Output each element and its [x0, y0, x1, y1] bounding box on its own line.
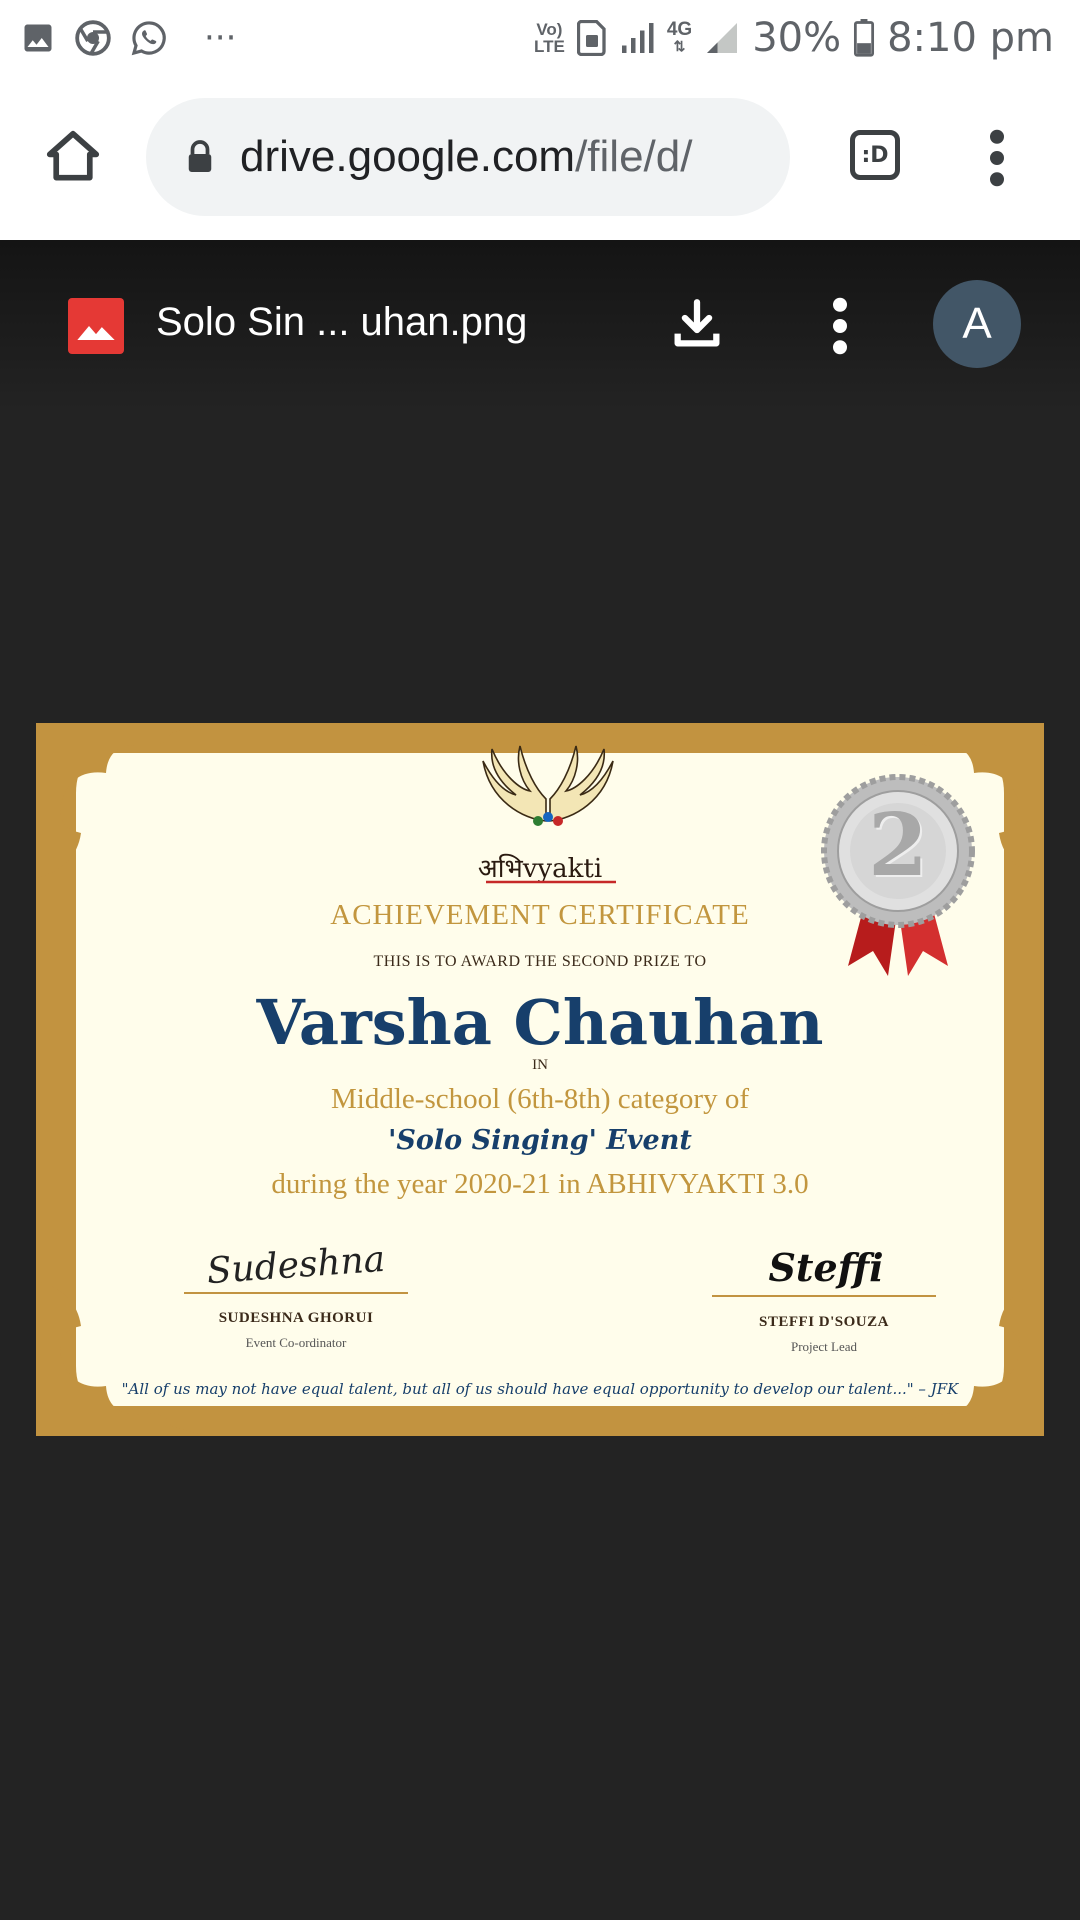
medal-number: 2 [868, 795, 928, 896]
signatory-right-name: STEFFI D'SOUZA [759, 1314, 889, 1330]
download-icon[interactable] [668, 294, 726, 354]
file-name: Solo Sin ... uhan.png [156, 300, 528, 344]
in-word: IN [532, 1057, 548, 1073]
category-line: Middle-school (6th-8th) category of [331, 1083, 749, 1115]
browser-menu-icon[interactable] [985, 128, 1009, 188]
whatsapp-notification-icon [130, 19, 168, 57]
signatory-right [712, 1314, 936, 1355]
clock: 8:10 pm [887, 15, 1054, 61]
signatory-left-name: SUDESHNA GHORUI [218, 1310, 374, 1326]
signature-sudeshna: Sudeshna [205, 1238, 387, 1293]
volte-top-label: Vo) [536, 20, 563, 39]
file-viewer-header [0, 240, 1080, 410]
home-icon[interactable] [42, 126, 104, 188]
lock-icon [182, 137, 218, 177]
network-type-label: 4G [666, 19, 693, 40]
battery-percent: 30% [752, 15, 842, 61]
signatory-left [186, 1310, 406, 1351]
event-line: 'Solo Singing' Event [388, 1125, 692, 1156]
image-file-icon [68, 298, 124, 354]
certificate-quote: "All of us may not have equal talent, but all of us should have equal opportunity to develop our talent..." – JFK [121, 1380, 959, 1398]
signatory-left-role: Event Co-ordinator [245, 1335, 347, 1350]
award-line: THIS IS TO AWARD THE SECOND PRIZE TO [373, 953, 707, 970]
status-bar [0, 0, 1080, 76]
chrome-notification-icon [74, 19, 112, 57]
signature-steffi: Steffi [768, 1245, 884, 1290]
address-bar[interactable] [146, 98, 790, 216]
recipient-name: Varsha Chauhan [256, 986, 824, 1059]
volte-indicator [534, 21, 565, 55]
account-avatar[interactable]: A [933, 280, 1021, 368]
brand-underline [486, 879, 616, 885]
more-notifications: ··· [204, 18, 237, 58]
url-host: drive.google.com [240, 132, 576, 181]
browser-toolbar [0, 76, 1080, 240]
signal-strength-icon [619, 20, 655, 56]
abhivyakti-logo [468, 741, 628, 861]
brand-name: अभिvyakti [477, 854, 603, 884]
data-arrows-icon: ⇅ [673, 38, 686, 54]
signal-strength-secondary-icon [704, 20, 740, 56]
url-text [240, 132, 692, 182]
volte-bottom-label: LTE [533, 37, 565, 56]
tab-switcher-button[interactable]: :D [850, 130, 900, 180]
battery-icon [853, 19, 875, 57]
network-type-indicator [667, 21, 692, 55]
certificate-image[interactable] [36, 723, 1044, 1436]
sim-card-icon [577, 20, 607, 56]
more-options-icon[interactable] [828, 296, 852, 356]
signatory-right-role: Project Lead [790, 1339, 858, 1354]
year-line: during the year 2020-21 in ABHIVYAKTI 3.0 [271, 1168, 809, 1200]
gallery-notification-icon [20, 20, 56, 56]
certificate-heading: ACHIEVEMENT CERTIFICATE [330, 899, 750, 931]
url-path: /file/d/ [575, 132, 693, 181]
